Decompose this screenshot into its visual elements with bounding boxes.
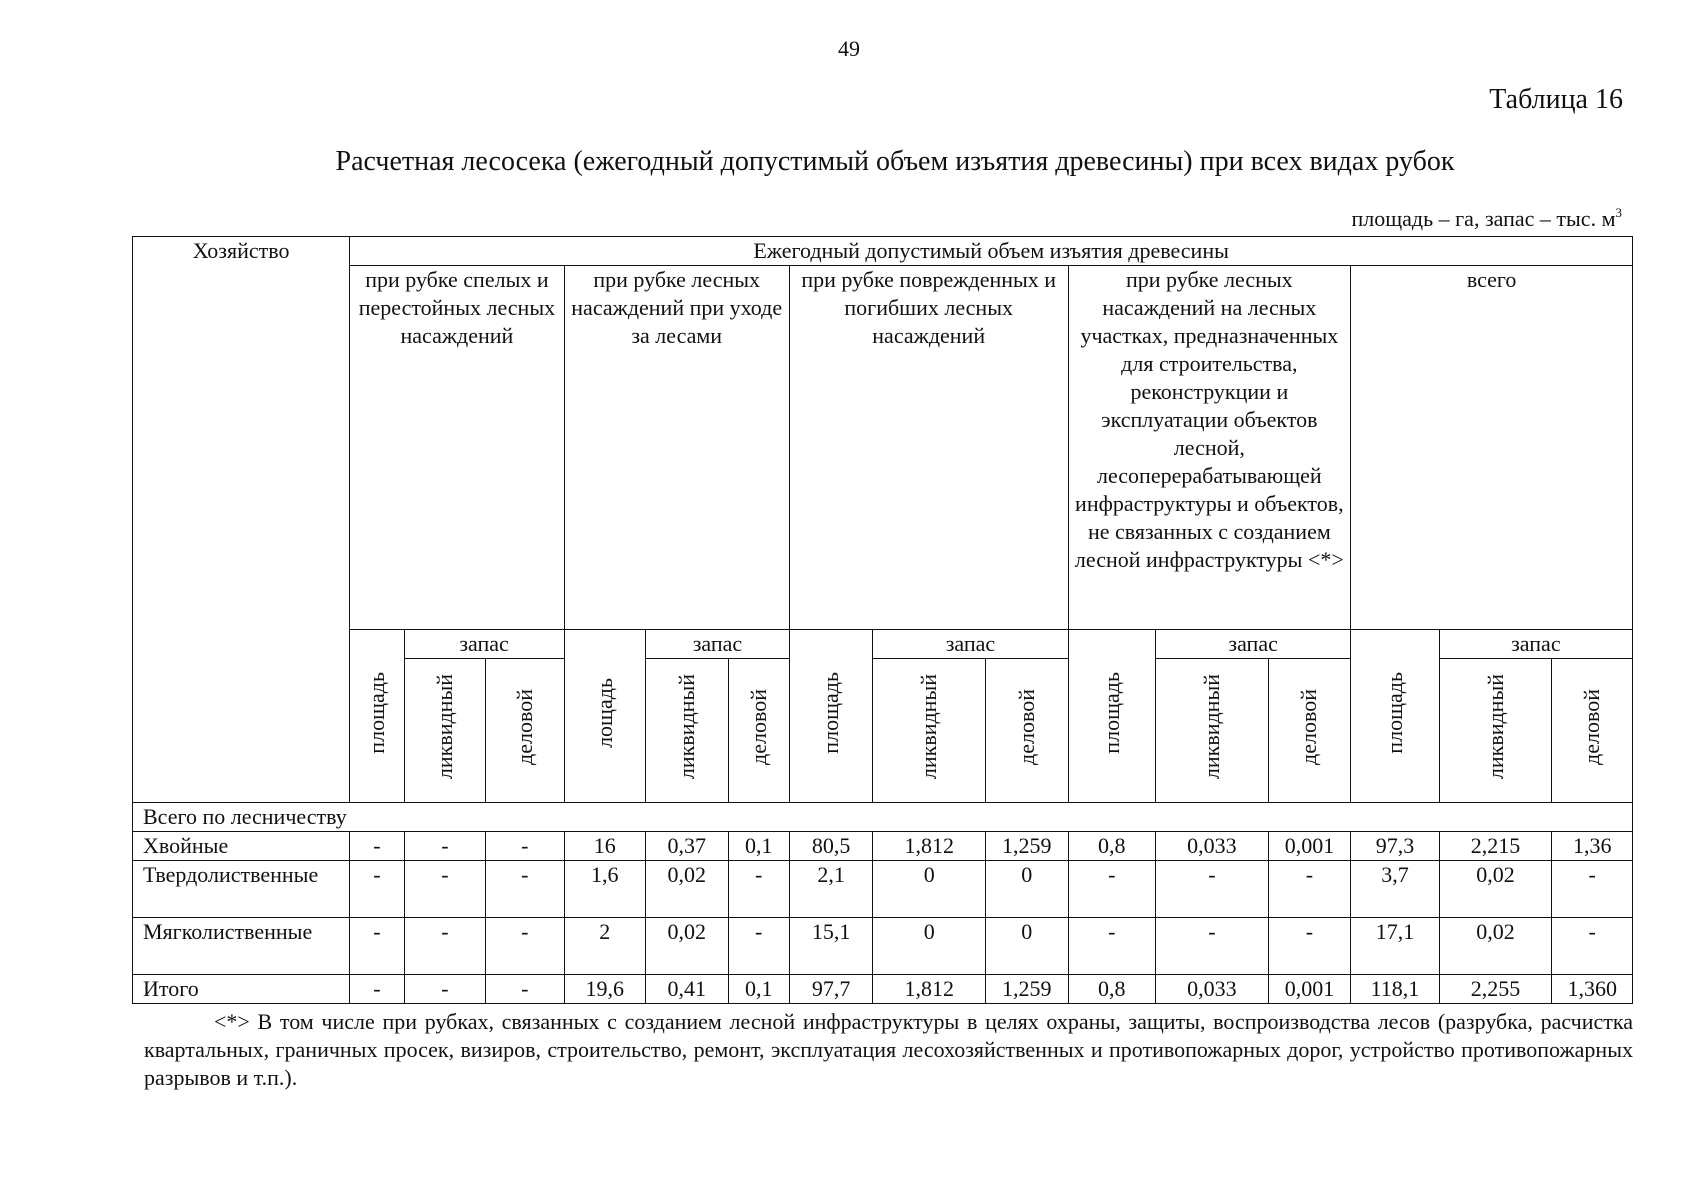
cell: 1,36 (1552, 832, 1633, 861)
cell: - (404, 918, 485, 975)
header-area-2-text: лощадь (591, 677, 617, 748)
cell: 19,6 (564, 975, 645, 1004)
header-category-damaged: при рубке поврежденных и погибших лесных насаждений (789, 266, 1068, 630)
cell: - (728, 861, 789, 918)
header-business-1 (486, 659, 564, 803)
cell: 80,5 (789, 832, 872, 861)
header-liquid-1-text: ликвидный (431, 674, 457, 780)
header-liquid-4-text: ликвидный (1198, 674, 1224, 780)
table-label: Таблица 16 (1489, 84, 1623, 115)
cell: 1,812 (873, 832, 986, 861)
header-business-1-text: деловой (511, 689, 537, 765)
header-area-5 (1351, 630, 1440, 803)
cell: - (486, 832, 564, 861)
cell: 0 (986, 861, 1068, 918)
header-area-2 (564, 630, 645, 803)
cell: - (1552, 861, 1633, 918)
cell: - (1268, 918, 1350, 975)
header-area-1 (350, 630, 404, 803)
document-title: Расчетная лесосека (ежегодный допустимый объем изъятия древесины) при всех видах рубок (335, 146, 1455, 177)
page-number: 49 (838, 36, 860, 61)
cell: 0,001 (1268, 975, 1350, 1004)
header-area-4-text: площадь (1098, 671, 1124, 754)
header-category-care: при рубке лесных насаждений при уходе за лесами (564, 266, 789, 630)
cell: 0 (873, 861, 986, 918)
cell: - (728, 918, 789, 975)
header-area-4 (1068, 630, 1156, 803)
cell: - (350, 975, 404, 1004)
cell: 17,1 (1351, 918, 1440, 975)
cell: 97,3 (1351, 832, 1440, 861)
header-stock-2: запас (646, 630, 790, 659)
header-business-4 (1268, 659, 1350, 803)
cell: 2,255 (1439, 975, 1552, 1004)
cell: 0,02 (646, 861, 728, 918)
header-category-infrastructure: при рубке лесных насаждений на лесных участках, предназначенных для строительства, реконструкции и эксплуатации объектов лесной, лесоперерабатывающей инфраструктуры и объектов, не связанных с созданием лесной инфраструктуры <*> (1068, 266, 1351, 630)
section-title: Всего по лесничеству (133, 803, 1633, 832)
footnote: <*> В том числе при рубках, связанных с созданием лесной инфраструктуры в целях охраны, защиты, воспроизводства лесов (разрубка, расчистка квартальных, граничных просек, визиров, строительство, ремонт, эксплуатация лесохозяйственных и противопожарных дорог, устройство противопожарных разрывов и т.п.). (144, 1009, 1633, 1090)
cell: 1,360 (1552, 975, 1633, 1004)
header-liquid-3 (873, 659, 986, 803)
cell: - (1268, 861, 1350, 918)
header-business-3-text: деловой (1013, 689, 1039, 765)
cell: - (486, 918, 564, 975)
header-area-3 (789, 630, 872, 803)
cell: 2,1 (789, 861, 872, 918)
cell: 0 (986, 918, 1068, 975)
cell: - (1552, 918, 1633, 975)
header-farm: Хозяйство (133, 237, 350, 803)
cell: 2 (564, 918, 645, 975)
row-name: Хвойные (133, 832, 350, 861)
header-liquid-2 (646, 659, 728, 803)
cell: 0,1 (728, 832, 789, 861)
cell: 1,259 (986, 975, 1068, 1004)
cell: 15,1 (789, 918, 872, 975)
cell: 97,7 (789, 975, 872, 1004)
cell: 2,215 (1439, 832, 1552, 861)
cell: 0,02 (1439, 918, 1552, 975)
cell: 0 (873, 918, 986, 975)
cell: 3,7 (1351, 861, 1440, 918)
cell: - (1156, 918, 1269, 975)
cell: 0,41 (646, 975, 728, 1004)
header-business-5 (1552, 659, 1633, 803)
header-business-5-text: деловой (1579, 689, 1605, 765)
header-business-2 (728, 659, 789, 803)
cell: 1,6 (564, 861, 645, 918)
header-liquid-2-text: ликвидный (673, 674, 699, 780)
row-name: Итого (133, 975, 350, 1004)
cell: 0,02 (646, 918, 728, 975)
cell: 118,1 (1351, 975, 1440, 1004)
cell: - (486, 861, 564, 918)
units-text: площадь – га, запас – тыс. м (1351, 206, 1616, 231)
cell: - (350, 861, 404, 918)
cell: - (404, 975, 485, 1004)
cell: 0,1 (728, 975, 789, 1004)
header-liquid-5-text: ликвидный (1482, 674, 1508, 780)
table-row (133, 861, 1633, 918)
header-area-5-text: площадь (1381, 671, 1407, 754)
header-liquid-4 (1156, 659, 1269, 803)
header-liquid-5 (1439, 659, 1552, 803)
cell: 0,001 (1268, 832, 1350, 861)
header-liquid-3-text: ликвидный (916, 674, 942, 780)
cell: - (486, 975, 564, 1004)
cell: - (350, 918, 404, 975)
header-category-mature: при рубке спелых и перестойных лесных насаждений (350, 266, 564, 630)
cell: - (404, 832, 485, 861)
cell: - (1156, 861, 1269, 918)
header-group-title: Ежегодный допустимый объем изъятия древесины (350, 237, 1633, 266)
units-note (1351, 206, 1622, 232)
cell: 0,37 (646, 832, 728, 861)
cell: - (404, 861, 485, 918)
cell: - (1068, 918, 1156, 975)
header-business-4-text: деловой (1296, 689, 1322, 765)
header-category-total: всего (1351, 266, 1633, 630)
header-stock-3: запас (873, 630, 1068, 659)
cell: 0,8 (1068, 832, 1156, 861)
cell: - (1068, 861, 1156, 918)
row-name: Мягколиственные (133, 918, 350, 975)
table-row (133, 918, 1633, 975)
header-stock-1: запас (404, 630, 564, 659)
table-row (133, 832, 1633, 861)
header-area-1-text: площадь (363, 671, 389, 754)
cell: 1,812 (873, 975, 986, 1004)
cell: - (350, 832, 404, 861)
header-business-3 (986, 659, 1068, 803)
units-superscript: 3 (1615, 205, 1622, 220)
table-row-total (133, 975, 1633, 1004)
header-stock-4: запас (1156, 630, 1351, 659)
header-stock-5: запас (1439, 630, 1632, 659)
cell: 0,02 (1439, 861, 1552, 918)
cell: 0,033 (1156, 975, 1269, 1004)
cell: 1,259 (986, 832, 1068, 861)
cell: 0,8 (1068, 975, 1156, 1004)
cell: 16 (564, 832, 645, 861)
row-name: Твердолиственные (133, 861, 350, 918)
header-business-2-text: деловой (745, 689, 771, 765)
header-liquid-1 (404, 659, 485, 803)
harvest-table (132, 236, 1633, 1004)
cell: 0,033 (1156, 832, 1269, 861)
header-area-3-text: площадь (818, 671, 844, 754)
